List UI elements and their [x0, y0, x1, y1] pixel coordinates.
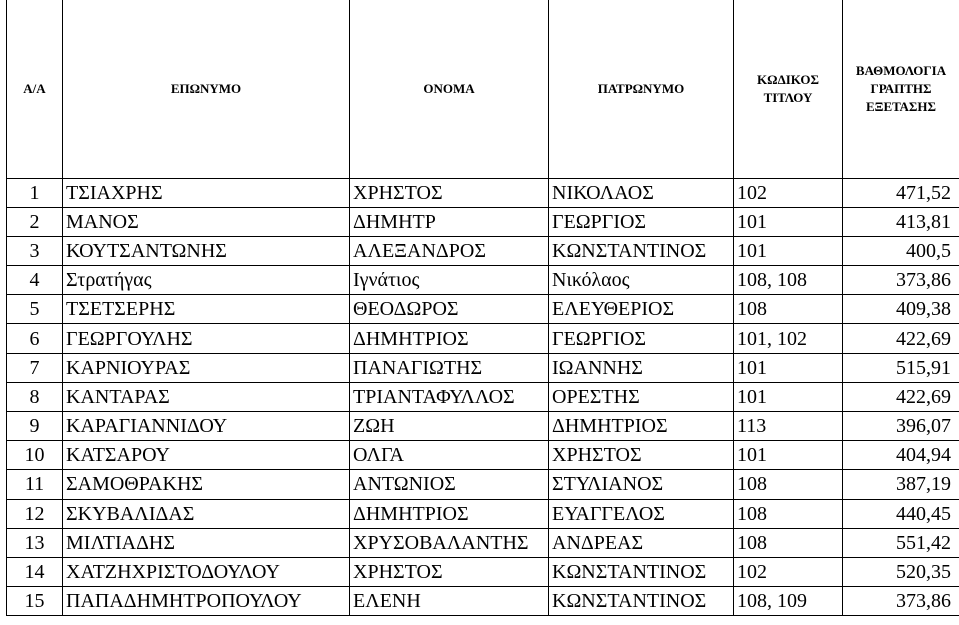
cell-score: 422,69 [843, 324, 959, 353]
cell-score: 515,91 [843, 353, 959, 382]
cell-surname: ΣΑΜΟΘΡΑΚΗΣ [63, 470, 350, 499]
cell-surname: ΚΑΤΣΑΡΟΥ [63, 441, 350, 470]
cell-patronymic: ΓΕΩΡΓΙΟΣ [549, 207, 734, 236]
cell-patronymic: ΝΙΚΟΛΑΟΣ [549, 178, 734, 207]
cell-aa: 15 [7, 587, 63, 616]
cell-name: ΖΩΗ [350, 412, 549, 441]
cell-score: 373,86 [843, 587, 959, 616]
table-body [7, 178, 959, 616]
cell-aa: 14 [7, 557, 63, 586]
cell-score: 440,45 [843, 499, 959, 528]
cell-name: ΕΛΕΝΗ [350, 587, 549, 616]
cell-patronymic: ΚΩΝΣΤΑΝΤΙΝΟΣ [549, 557, 734, 586]
cell-score: 373,86 [843, 266, 959, 295]
cell-aa: 13 [7, 528, 63, 557]
header-row [7, 0, 959, 178]
cell-name: ΑΛΕΞΑΝΔΡΟΣ [350, 236, 549, 265]
cell-score: 551,42 [843, 528, 959, 557]
cell-title-code: 102 [734, 178, 843, 207]
cell-aa: 1 [7, 178, 63, 207]
cell-patronymic: ΑΝΔΡΕΑΣ [549, 528, 734, 557]
cell-score: 387,19 [843, 470, 959, 499]
cell-title-code: 108 [734, 499, 843, 528]
table-row [7, 557, 959, 586]
cell-title-code: 101, 102 [734, 324, 843, 353]
cell-title-code: 101 [734, 382, 843, 411]
cell-patronymic: ΚΩΝΣΤΑΝΤΙΝΟΣ [549, 236, 734, 265]
table-row [7, 353, 959, 382]
cell-score: 422,69 [843, 382, 959, 411]
table-row [7, 382, 959, 411]
cell-aa: 2 [7, 207, 63, 236]
header-score [843, 0, 959, 178]
cell-score: 471,52 [843, 178, 959, 207]
cell-score: 409,38 [843, 295, 959, 324]
results-table [6, 0, 959, 616]
header-score-line2: ΓΡΑΠΤΗΣ [870, 80, 932, 96]
cell-title-code: 108, 109 [734, 587, 843, 616]
cell-title-code: 101 [734, 441, 843, 470]
table-row [7, 470, 959, 499]
cell-patronymic: ΕΛΕΥΘΕΡΙΟΣ [549, 295, 734, 324]
cell-surname: ΓΕΩΡΓΟΥΛΗΣ [63, 324, 350, 353]
cell-surname: ΤΣΕΤΣΕΡΗΣ [63, 295, 350, 324]
header-aa: Α/Α [7, 0, 63, 178]
cell-patronymic: ΣΤΥΛΙΑΝΟΣ [549, 470, 734, 499]
table-row [7, 587, 959, 616]
cell-patronymic: ΕΥΑΓΓΕΛΟΣ [549, 499, 734, 528]
cell-name: ΟΛΓΑ [350, 441, 549, 470]
cell-title-code: 108 [734, 295, 843, 324]
cell-name: ΑΝΤΩΝΙΟΣ [350, 470, 549, 499]
cell-title-code: 108 [734, 470, 843, 499]
table-row [7, 528, 959, 557]
header-title-code [734, 0, 843, 178]
cell-aa: 11 [7, 470, 63, 499]
header-title-code-line2: ΤΙΤΛΟΥ [763, 89, 813, 105]
cell-name: ΧΡΥΣΟΒΑΛΑΝΤΗΣ [350, 528, 549, 557]
table-row [7, 499, 959, 528]
cell-surname: ΣΚΥΒΑΛΙΔΑΣ [63, 499, 350, 528]
cell-score: 396,07 [843, 412, 959, 441]
cell-name: ΧΡΗΣΤΟΣ [350, 178, 549, 207]
cell-surname: ΚΑΡΝΙΟΥΡΑΣ [63, 353, 350, 382]
cell-title-code: 101 [734, 207, 843, 236]
cell-name: ΔΗΜΗΤΡ [350, 207, 549, 236]
cell-name: ΔΗΜΗΤΡΙΟΣ [350, 324, 549, 353]
cell-surname: ΚΑΡΑΓΙΑΝΝΙΔΟΥ [63, 412, 350, 441]
cell-name: ΧΡΗΣΤΟΣ [350, 557, 549, 586]
cell-surname: ΚΟΥΤΣΑΝΤΩΝΗΣ [63, 236, 350, 265]
table-row [7, 295, 959, 324]
cell-surname: Στρατήγας [63, 266, 350, 295]
cell-title-code: 102 [734, 557, 843, 586]
header-title-code-line1: ΚΩΔΙΚΟΣ [757, 71, 819, 87]
cell-name: Ιγνάτιος [350, 266, 549, 295]
cell-aa: 8 [7, 382, 63, 411]
cell-title-code: 101 [734, 236, 843, 265]
cell-patronymic: ΙΩΑΝΝΗΣ [549, 353, 734, 382]
table-row [7, 236, 959, 265]
cell-patronymic: ΟΡΕΣΤΗΣ [549, 382, 734, 411]
header-score-line1: ΒΑΘΜΟΛΟΓΙΑ [855, 62, 947, 78]
cell-surname: ΜΑΝΟΣ [63, 207, 350, 236]
table-row [7, 412, 959, 441]
cell-name: ΤΡΙΑΝΤΑΦΥΛΛΟΣ [350, 382, 549, 411]
header-name: ΟΝΟΜΑ [350, 0, 549, 178]
cell-aa: 4 [7, 266, 63, 295]
cell-aa: 10 [7, 441, 63, 470]
cell-surname: ΜΙΛΤΙΑΔΗΣ [63, 528, 350, 557]
cell-title-code: 108 [734, 528, 843, 557]
cell-patronymic: ΔΗΜΗΤΡΙΟΣ [549, 412, 734, 441]
cell-aa: 5 [7, 295, 63, 324]
cell-score: 413,81 [843, 207, 959, 236]
cell-surname: ΠΑΠΑΔΗΜΗΤΡΟΠΟΥΛΟΥ [63, 587, 350, 616]
cell-patronymic: ΧΡΗΣΤΟΣ [549, 441, 734, 470]
cell-name: ΘΕΟΔΩΡΟΣ [350, 295, 549, 324]
table-row [7, 207, 959, 236]
cell-aa: 3 [7, 236, 63, 265]
cell-surname: ΚΑΝΤΑΡΑΣ [63, 382, 350, 411]
cell-patronymic: ΚΩΝΣΤΑΝΤΙΝΟΣ [549, 587, 734, 616]
cell-aa: 7 [7, 353, 63, 382]
cell-patronymic: ΓΕΩΡΓΙΟΣ [549, 324, 734, 353]
cell-patronymic: Νικόλαος [549, 266, 734, 295]
cell-name: ΠΑΝΑΓΙΩΤΗΣ [350, 353, 549, 382]
header-surname: ΕΠΩΝΥΜΟ [63, 0, 350, 178]
cell-score: 400,5 [843, 236, 959, 265]
cell-title-code: 101 [734, 353, 843, 382]
cell-aa: 12 [7, 499, 63, 528]
table-row [7, 266, 959, 295]
cell-score: 520,35 [843, 557, 959, 586]
cell-surname: ΤΣΙΑΧΡΗΣ [63, 178, 350, 207]
header-patronymic: ΠΑΤΡΩΝΥΜΟ [549, 0, 734, 178]
table-row [7, 178, 959, 207]
cell-title-code: 113 [734, 412, 843, 441]
table-row [7, 441, 959, 470]
cell-title-code: 108, 108 [734, 266, 843, 295]
header-score-line3: ΕΞΕΤΑΣΗΣ [865, 98, 937, 114]
cell-surname: ΧΑΤΖΗΧΡΙΣΤΟΔΟΥΛΟΥ [63, 557, 350, 586]
cell-aa: 9 [7, 412, 63, 441]
table-row [7, 324, 959, 353]
cell-aa: 6 [7, 324, 63, 353]
table-header [7, 0, 959, 178]
cell-score: 404,94 [843, 441, 959, 470]
cell-name: ΔΗΜΗΤΡΙΟΣ [350, 499, 549, 528]
